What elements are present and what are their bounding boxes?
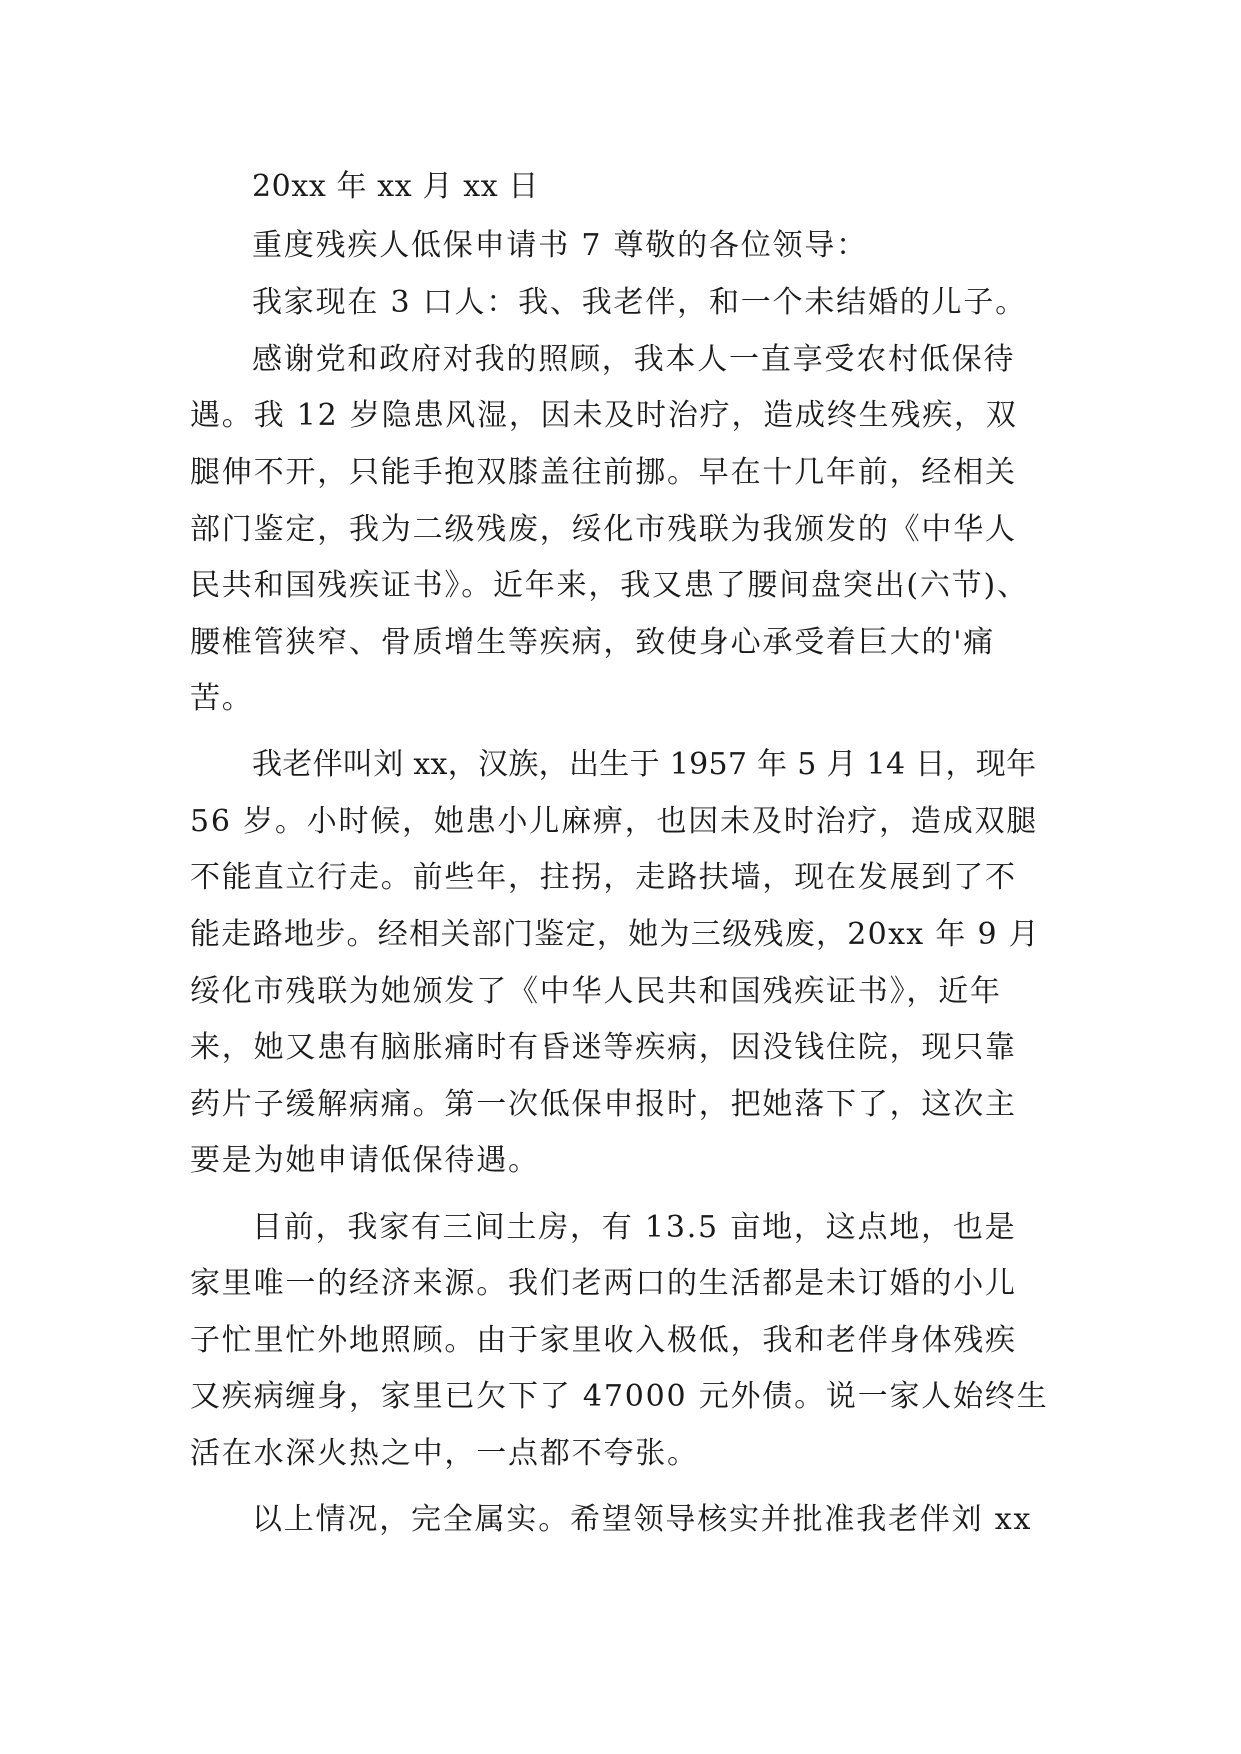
paragraph-line: 部门鉴定，我为二级残废，绥化市残联为我颁发的《中华人 [190, 512, 1017, 547]
paragraph-line: 56 岁。小时候，她患小儿麻痹，也因未及时治疗，造成双腿 [190, 804, 1039, 839]
paragraph-line: 要是为她申请低保待遇。 [190, 1143, 540, 1178]
paragraph-line: 子忙里忙外地照顾。由于家里收入极低，我和老伴身体残疾 [190, 1323, 1017, 1358]
paragraph-line: 药片子缓解病痛。第一次低保申报时，把她落下了，这次主 [190, 1087, 1017, 1122]
paragraph-line: 感谢党和政府对我的照顾，我本人一直享受农村低保待 [252, 342, 1016, 377]
paragraph-line: 民共和国残疾证书》。近年来，我又患了腰间盘突出(六节)、 [190, 568, 1029, 603]
paragraph-line: 又疾病缠身，家里已欠下了 47000 元外债。说一家人始终生 [190, 1379, 1049, 1414]
paragraph-line: 活在水深火热之中，一点都不夸张。 [190, 1436, 699, 1471]
paragraph-line: 遇。我 12 岁隐患风湿，因未及时治疗，造成终生残疾，双 [190, 398, 1018, 433]
paragraph-line: 目前，我家有三间土房，有 13.5 亩地，这点地，也是 [252, 1210, 1017, 1245]
paragraph-line: 腰椎管狭窄、骨质增生等疾病，致使身心承受着巨大的'痛 [190, 625, 996, 660]
paragraph-line: 以上情况，完全属实。希望领导核实并批准我老伴刘 xx [252, 1502, 1033, 1537]
paragraph-line: 苦。 [190, 681, 254, 716]
title-line: 重度残疾人低保申请书 7 尊敬的各位领导： [252, 228, 868, 263]
paragraph-line: 能走路地步。经相关部门鉴定，她为三级残废，20xx 年 9 月 [190, 917, 1041, 952]
date-line: 20xx 年 xx 月 xx 日 [252, 169, 539, 204]
paragraph-line: 我家现在 3 口人：我、我老伴，和一个未结婚的儿子。 [252, 285, 1027, 320]
paragraph-line: 来，她又患有脑胀痛时有昏迷等疾病，因没钱住院，现只靠 [190, 1030, 1017, 1065]
paragraph-line: 不能直立行走。前些年，拄拐，走路扶墙，现在发展到了不 [190, 860, 1017, 895]
paragraph-line: 家里唯一的经济来源。我们老两口的生活都是未订婚的小儿 [190, 1266, 1017, 1301]
paragraph-line: 我老伴叫刘 xx，汉族，出生于 1957 年 5 月 14 日，现年 [252, 747, 1037, 782]
paragraph-line: 腿伸不开，只能手抱双膝盖往前挪。早在十几年前，经相关 [190, 455, 1017, 490]
paragraph-line: 绥化市残联为她颁发了《中华人民共和国残疾证书》，近年 [190, 974, 1002, 1009]
